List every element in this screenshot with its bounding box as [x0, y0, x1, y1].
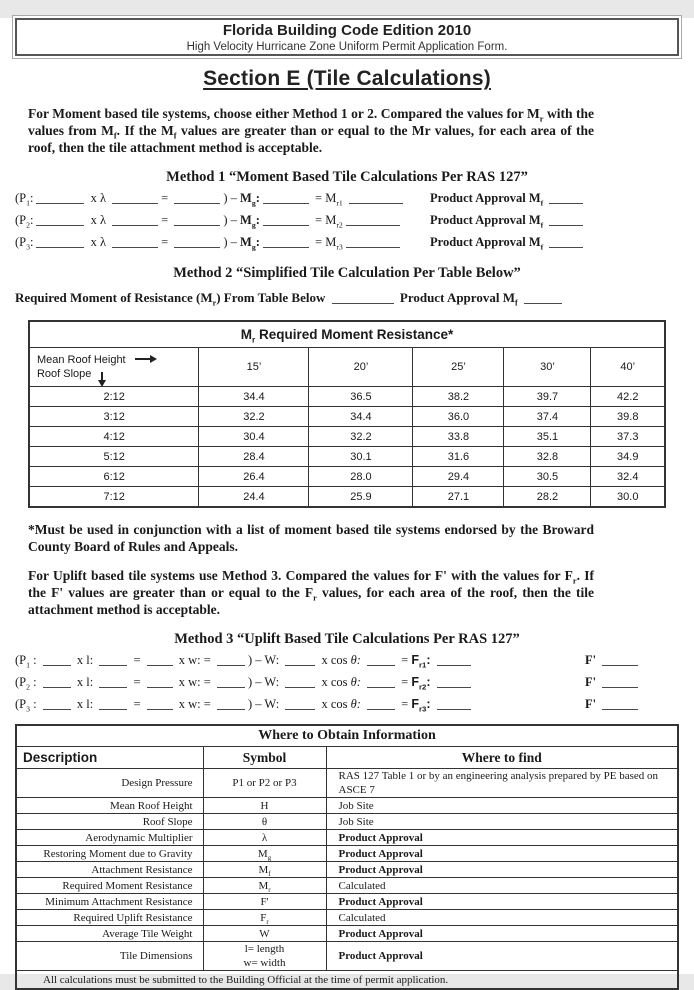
symbol-cell: P1 or P2 or P3 — [203, 769, 326, 798]
fill-blank[interactable] — [147, 676, 173, 688]
mr-value-cell: 29.4 — [413, 467, 504, 487]
mr-title-row — [29, 321, 665, 348]
method3-formula — [15, 650, 585, 670]
formula-token: = M — [311, 235, 337, 249]
formula-token: Product Approval M — [430, 213, 541, 227]
fill-blank[interactable] — [437, 698, 471, 710]
symbol-header: Symbol — [203, 747, 326, 769]
mr-value-cell: 42.2 — [591, 387, 665, 407]
description-cell: Minimum Attachment Resistance — [16, 894, 203, 910]
formula-token: x λ — [87, 191, 110, 205]
fill-blank[interactable] — [437, 676, 471, 688]
formula-token: 1 — [26, 198, 30, 208]
fill-blank[interactable] — [549, 192, 583, 204]
fill-blank[interactable] — [263, 214, 309, 226]
formula-token: = — [130, 653, 144, 667]
mr-table-corner — [29, 348, 199, 387]
mr-table-row — [29, 467, 665, 487]
where-to-find-cell: Product Approval — [326, 942, 678, 971]
symbol-cell: W — [203, 926, 326, 942]
fill-blank[interactable] — [36, 214, 84, 226]
description-cell: Roof Slope — [16, 814, 203, 830]
mr-value-cell: 39.7 — [504, 387, 591, 407]
formula-token: x l: — [73, 653, 97, 667]
fill-blank[interactable] — [285, 698, 315, 710]
mr-col-header: 40’ — [591, 348, 665, 387]
fill-blank[interactable] — [285, 676, 315, 688]
product-approval-field — [430, 210, 586, 230]
formula-token: x l: — [73, 697, 97, 711]
formula-token: = — [398, 653, 412, 667]
info-header-row — [16, 747, 678, 769]
description-cell: Restoring Moment due to Gravity — [16, 846, 203, 862]
formula-token: : — [30, 235, 34, 249]
method1-row — [15, 188, 694, 208]
description-cell: Aerodynamic Multiplier — [16, 830, 203, 846]
formula-token: r1 — [419, 660, 427, 670]
method3-row — [15, 650, 694, 670]
method3-formula — [15, 694, 585, 714]
formula-token: : — [255, 191, 260, 205]
formula-token: (P — [15, 213, 27, 227]
formula-token: f — [540, 242, 544, 252]
formula-token: Required Moment of Resistance (M — [15, 290, 213, 305]
page — [0, 18, 694, 986]
mr-header-row — [29, 348, 665, 387]
where-to-find-cell: Product Approval — [326, 862, 678, 878]
info-table-row — [16, 846, 678, 862]
formula-token: F' — [585, 653, 597, 667]
formula-token: x w: = — [175, 653, 214, 667]
fill-blank[interactable] — [285, 654, 315, 666]
mr-table — [28, 320, 666, 508]
info-table-title: Where to Obtain Information — [16, 725, 678, 747]
description-cell: Required Uplift Resistance — [16, 910, 203, 926]
where-to-find-cell: Job Site — [326, 814, 678, 830]
formula-token: f — [540, 198, 544, 208]
symbol-cell: F' — [203, 894, 326, 910]
formula-token — [431, 697, 434, 711]
mr-value-cell: 30.1 — [309, 447, 413, 467]
mr-value-cell: 28.0 — [309, 467, 413, 487]
footer-note: All calculations must be submitted to the Building Official at the time of permit application. — [16, 971, 678, 990]
formula-token: x cos — [318, 653, 351, 667]
fill-blank[interactable] — [112, 236, 158, 248]
info-table-row — [16, 862, 678, 878]
formula-token: : — [30, 675, 40, 689]
mr-value-cell: 34.9 — [591, 447, 665, 467]
mr-value-cell: 36.0 — [413, 407, 504, 427]
method1-row — [15, 210, 694, 230]
info-table-row — [16, 814, 678, 830]
roof-slope-cell: 4:12 — [29, 427, 199, 447]
mr-col-header: 30’ — [504, 348, 591, 387]
note-paragraph: *Must be used in conjunction with a list of moment based tile systems endorsed by the Broward County Board of Rules and Appeals. — [28, 522, 594, 554]
roof-slope-cell: 6:12 — [29, 467, 199, 487]
formula-token: g — [251, 242, 256, 252]
symbol-cell: $M_g$ — [203, 846, 326, 862]
fill-blank[interactable] — [602, 698, 638, 710]
fill-blank[interactable] — [147, 698, 173, 710]
fill-blank[interactable] — [99, 654, 127, 666]
where-to-find-cell: Product Approval — [326, 926, 678, 942]
fill-blank[interactable] — [367, 698, 395, 710]
info-table-row — [16, 926, 678, 942]
symbol-cell: $M_r$ — [203, 878, 326, 894]
mr-value-cell: 35.1 — [504, 427, 591, 447]
formula-token — [596, 697, 599, 711]
mr-col-header: 25’ — [413, 348, 504, 387]
fill-blank[interactable] — [346, 214, 400, 226]
section-title: Section E (Tile Calculations) — [203, 67, 491, 90]
fill-blank[interactable] — [437, 654, 471, 666]
formula-token: : — [426, 675, 431, 689]
mean-roof-height-label: Mean Roof Height — [36, 354, 126, 366]
roof-slope-cell: 5:12 — [29, 447, 199, 467]
fill-blank[interactable] — [217, 676, 245, 688]
mr-value-cell: 34.4 — [199, 387, 309, 407]
info-table — [15, 724, 679, 990]
formula-token: = — [130, 697, 144, 711]
formula-token: r3 — [336, 242, 343, 252]
symbol-cell: l= length w= width — [203, 942, 326, 971]
roof-slope-cell: 3:12 — [29, 407, 199, 427]
mr-value-cell: 37.3 — [591, 427, 665, 447]
symbol-cell: λ — [203, 830, 326, 846]
product-approval-field — [430, 232, 586, 252]
formula-token: ) – — [223, 235, 241, 249]
fill-blank[interactable] — [112, 214, 158, 226]
formula-token: (P — [15, 235, 27, 249]
fill-blank[interactable] — [367, 654, 395, 666]
method2-heading: Method 2 “Simplified Tile Calculation Per Table Below” — [173, 265, 521, 281]
formula-token: Product Approval M — [399, 290, 515, 305]
where-to-find-cell: Product Approval — [326, 894, 678, 910]
symbol-cell: $M_f$ — [203, 862, 326, 878]
formula-token — [361, 697, 364, 711]
fill-blank[interactable] — [217, 654, 245, 666]
roof-slope-cell: 7:12 — [29, 487, 199, 508]
formula-token: θ: — [350, 697, 361, 711]
formula-token: θ: — [350, 675, 361, 689]
mr-value-cell: 32.2 — [309, 427, 413, 447]
formula-token: : — [255, 235, 260, 249]
mr-value-cell: 38.2 — [413, 387, 504, 407]
description-cell: Design Pressure — [16, 769, 203, 798]
description-cell: Tile Dimensions — [16, 942, 203, 971]
mr-value-cell: 39.8 — [591, 407, 665, 427]
formula-token: = — [161, 191, 172, 205]
formula-token: : — [255, 213, 260, 227]
header-box — [15, 18, 679, 56]
fill-blank[interactable] — [549, 214, 583, 226]
fill-blank[interactable] — [332, 292, 394, 304]
mr-value-cell: 32.8 — [504, 447, 591, 467]
mr-col-header: 15’ — [199, 348, 309, 387]
fill-blank[interactable] — [174, 214, 220, 226]
formula-token: : — [426, 697, 431, 711]
symbol-cell: H — [203, 798, 326, 814]
formula-token — [596, 653, 599, 667]
info-table-row — [16, 878, 678, 894]
fill-blank[interactable] — [147, 654, 173, 666]
mr-value-cell: 28.4 — [199, 447, 309, 467]
form-subtitle: High Velocity Hurricane Zone Uniform Permit Application Form. — [186, 41, 508, 53]
formula-token — [343, 191, 346, 205]
product-approval-field — [430, 188, 586, 208]
formula-token — [431, 653, 434, 667]
fill-blank[interactable] — [174, 192, 220, 204]
fill-blank[interactable] — [43, 698, 71, 710]
formula-token: M — [240, 191, 252, 205]
method1-formula — [15, 210, 430, 230]
mr-value-cell: 37.4 — [504, 407, 591, 427]
info-table-row — [16, 910, 678, 926]
formula-token: 1 — [26, 660, 30, 670]
uplift-paragraph: For Uplift based tile systems use Method 3. Compared the values for F' with the values for $F_r$. If the F' values are greater than or equal to the $F_r$ values, for each area of the roof, then the tile attachment method is acceptable. — [28, 568, 595, 617]
formula-token: F — [411, 697, 419, 711]
formula-token — [518, 290, 521, 305]
mr-value-cell: 34.4 — [309, 407, 413, 427]
formula-token: x w: = — [175, 697, 214, 711]
intro-paragraph: For Moment based tile systems, choose either Method 1 or 2. Compared the values for $M_r$ with the values from $M_f$. If the $M_f$ values are greater than or equal to the Mr values, for each area of the roof, then the tile attachment method is acceptable. — [28, 106, 595, 155]
fill-blank[interactable] — [36, 192, 84, 204]
fill-blank[interactable] — [263, 192, 309, 204]
description-header: Description — [16, 747, 203, 769]
info-table-row — [16, 894, 678, 910]
info-table-row — [16, 769, 678, 798]
method3-row — [15, 694, 694, 714]
fill-blank[interactable] — [549, 236, 583, 248]
formula-token: 3 — [26, 704, 30, 714]
symbol-cell: $F_r$ — [203, 910, 326, 926]
method2-line — [15, 288, 694, 308]
method3-row — [15, 672, 694, 692]
formula-token: F — [411, 653, 419, 667]
info-table-row — [16, 942, 678, 971]
fill-blank[interactable] — [174, 236, 220, 248]
formula-token: = — [161, 235, 172, 249]
where-to-find-cell: Product Approval — [326, 830, 678, 846]
formula-token: (P — [15, 675, 27, 689]
info-table-row — [16, 830, 678, 846]
formula-token — [596, 675, 599, 689]
fill-blank[interactable] — [99, 698, 127, 710]
formula-token: F' — [585, 697, 597, 711]
mr-table-row — [29, 487, 665, 508]
formula-token: = — [130, 675, 144, 689]
formula-token: ) – W: — [247, 675, 283, 689]
formula-token — [543, 235, 546, 249]
formula-token: Product Approval M — [430, 191, 541, 205]
mr-table-row — [29, 447, 665, 467]
mr-table-row — [29, 407, 665, 427]
fill-blank[interactable] — [524, 292, 562, 304]
description-cell: Mean Roof Height — [16, 798, 203, 814]
fill-blank[interactable] — [43, 654, 71, 666]
method3-formula — [15, 672, 585, 692]
formula-token: f — [540, 220, 544, 230]
formula-token: (P — [15, 653, 27, 667]
symbol-cell: θ — [203, 814, 326, 830]
formula-token: ) From Table Below — [216, 290, 329, 305]
formula-token: = M — [311, 213, 337, 227]
formula-token — [361, 675, 364, 689]
formula-token: θ: — [350, 653, 361, 667]
formula-token: M — [240, 213, 252, 227]
mr-value-cell: 30.0 — [591, 487, 665, 508]
description-cell: Average Tile Weight — [16, 926, 203, 942]
formula-token: x cos — [318, 675, 351, 689]
mr-col-header: 20’ — [309, 348, 413, 387]
method1-row — [15, 232, 694, 252]
mr-value-cell: 28.2 — [504, 487, 591, 508]
formula-token — [431, 675, 434, 689]
fill-blank[interactable] — [367, 676, 395, 688]
formula-token: (P — [15, 697, 27, 711]
f-prime-field — [585, 672, 641, 692]
formula-token: = — [398, 697, 412, 711]
formula-token: (P — [15, 191, 27, 205]
right-arrow-icon — [135, 358, 150, 360]
fill-blank[interactable] — [602, 676, 638, 688]
where-to-find-header: Where to find — [326, 747, 678, 769]
method1-formula — [15, 232, 430, 252]
formula-token: ) – — [223, 213, 241, 227]
method1-formula — [15, 188, 430, 208]
formula-token: f — [514, 298, 518, 308]
formula-token: r2 — [419, 682, 427, 692]
formula-token: ) – W: — [247, 697, 283, 711]
formula-token: x λ — [87, 213, 110, 227]
form-title: Florida Building Code Edition 2010 — [222, 22, 472, 39]
mr-value-cell: 26.4 — [199, 467, 309, 487]
fill-blank[interactable] — [346, 236, 400, 248]
formula-token: : — [30, 697, 40, 711]
formula-token: g — [251, 220, 256, 230]
formula-token: : — [30, 213, 34, 227]
formula-token: M — [240, 235, 252, 249]
fill-blank[interactable] — [43, 676, 71, 688]
formula-token: : — [30, 653, 40, 667]
formula-token: x cos — [318, 697, 351, 711]
where-to-find-cell: Job Site — [326, 798, 678, 814]
formula-token: r3 — [419, 704, 427, 714]
fill-blank[interactable] — [36, 236, 84, 248]
mr-value-cell: 32.2 — [199, 407, 309, 427]
fill-blank[interactable] — [349, 192, 403, 204]
formula-token: ) – — [223, 191, 241, 205]
formula-token: 2 — [26, 220, 30, 230]
formula-token: = M — [311, 191, 337, 205]
info-title-row — [16, 725, 678, 747]
formula-token: x λ — [87, 235, 110, 249]
formula-token: : — [426, 653, 431, 667]
formula-token: = — [161, 213, 172, 227]
formula-token: 3 — [26, 242, 30, 252]
mr-value-cell: 25.9 — [309, 487, 413, 508]
method3-heading: Method 3 “Uplift Based Tile Calculations Per RAS 127” — [174, 631, 520, 647]
formula-token: F' — [585, 675, 597, 689]
mr-value-cell: 30.5 — [504, 467, 591, 487]
formula-token: x l: — [73, 675, 97, 689]
formula-token: x w: = — [175, 675, 214, 689]
where-to-find-cell: Calculated — [326, 910, 678, 926]
mr-value-cell: 33.8 — [413, 427, 504, 447]
formula-token — [361, 653, 364, 667]
formula-token — [543, 213, 546, 227]
mr-value-cell: 36.5 — [309, 387, 413, 407]
info-table-row — [16, 798, 678, 814]
f-prime-field — [585, 694, 641, 714]
where-to-find-cell: Product Approval — [326, 846, 678, 862]
where-to-find-cell: Calculated — [326, 878, 678, 894]
mr-value-cell: 31.6 — [413, 447, 504, 467]
fill-blank[interactable] — [112, 192, 158, 204]
roof-slope-cell: 2:12 — [29, 387, 199, 407]
mr-value-cell: 24.4 — [199, 487, 309, 508]
formula-token: r — [212, 298, 217, 308]
mr-table-row — [29, 427, 665, 447]
fill-blank[interactable] — [602, 654, 638, 666]
formula-token: g — [251, 198, 256, 208]
formula-token: ) – W: — [247, 653, 283, 667]
where-to-find-cell: RAS 127 Table 1 or by an engineering analysis prepared by PE based on ASCE 7 — [326, 769, 678, 798]
f-prime-field — [585, 650, 641, 670]
mr-value-cell: 30.4 — [199, 427, 309, 447]
fill-blank[interactable] — [99, 676, 127, 688]
roof-slope-label: Roof Slope — [36, 368, 92, 380]
formula-token: : — [30, 191, 34, 205]
mr-value-cell: 27.1 — [413, 487, 504, 508]
formula-token: F — [411, 675, 419, 689]
method1-heading: Method 1 “Moment Based Tile Calculations Per RAS 127” — [166, 169, 528, 185]
formula-token: = — [398, 675, 412, 689]
mr-value-cell: 32.4 — [591, 467, 665, 487]
mr-table-title: $M_r$ Required Moment Resistance* — [29, 321, 665, 348]
info-footer-row — [16, 971, 678, 990]
formula-token: Product Approval M — [430, 235, 541, 249]
mr-table-row — [29, 387, 665, 407]
formula-token: r2 — [336, 220, 343, 230]
formula-token — [543, 191, 546, 205]
fill-blank[interactable] — [263, 236, 309, 248]
fill-blank[interactable] — [217, 698, 245, 710]
formula-token: 2 — [26, 682, 30, 692]
description-cell: Required Moment Resistance — [16, 878, 203, 894]
down-arrow-icon — [101, 372, 103, 381]
description-cell: Attachment Resistance — [16, 862, 203, 878]
formula-token: r1 — [336, 198, 343, 208]
